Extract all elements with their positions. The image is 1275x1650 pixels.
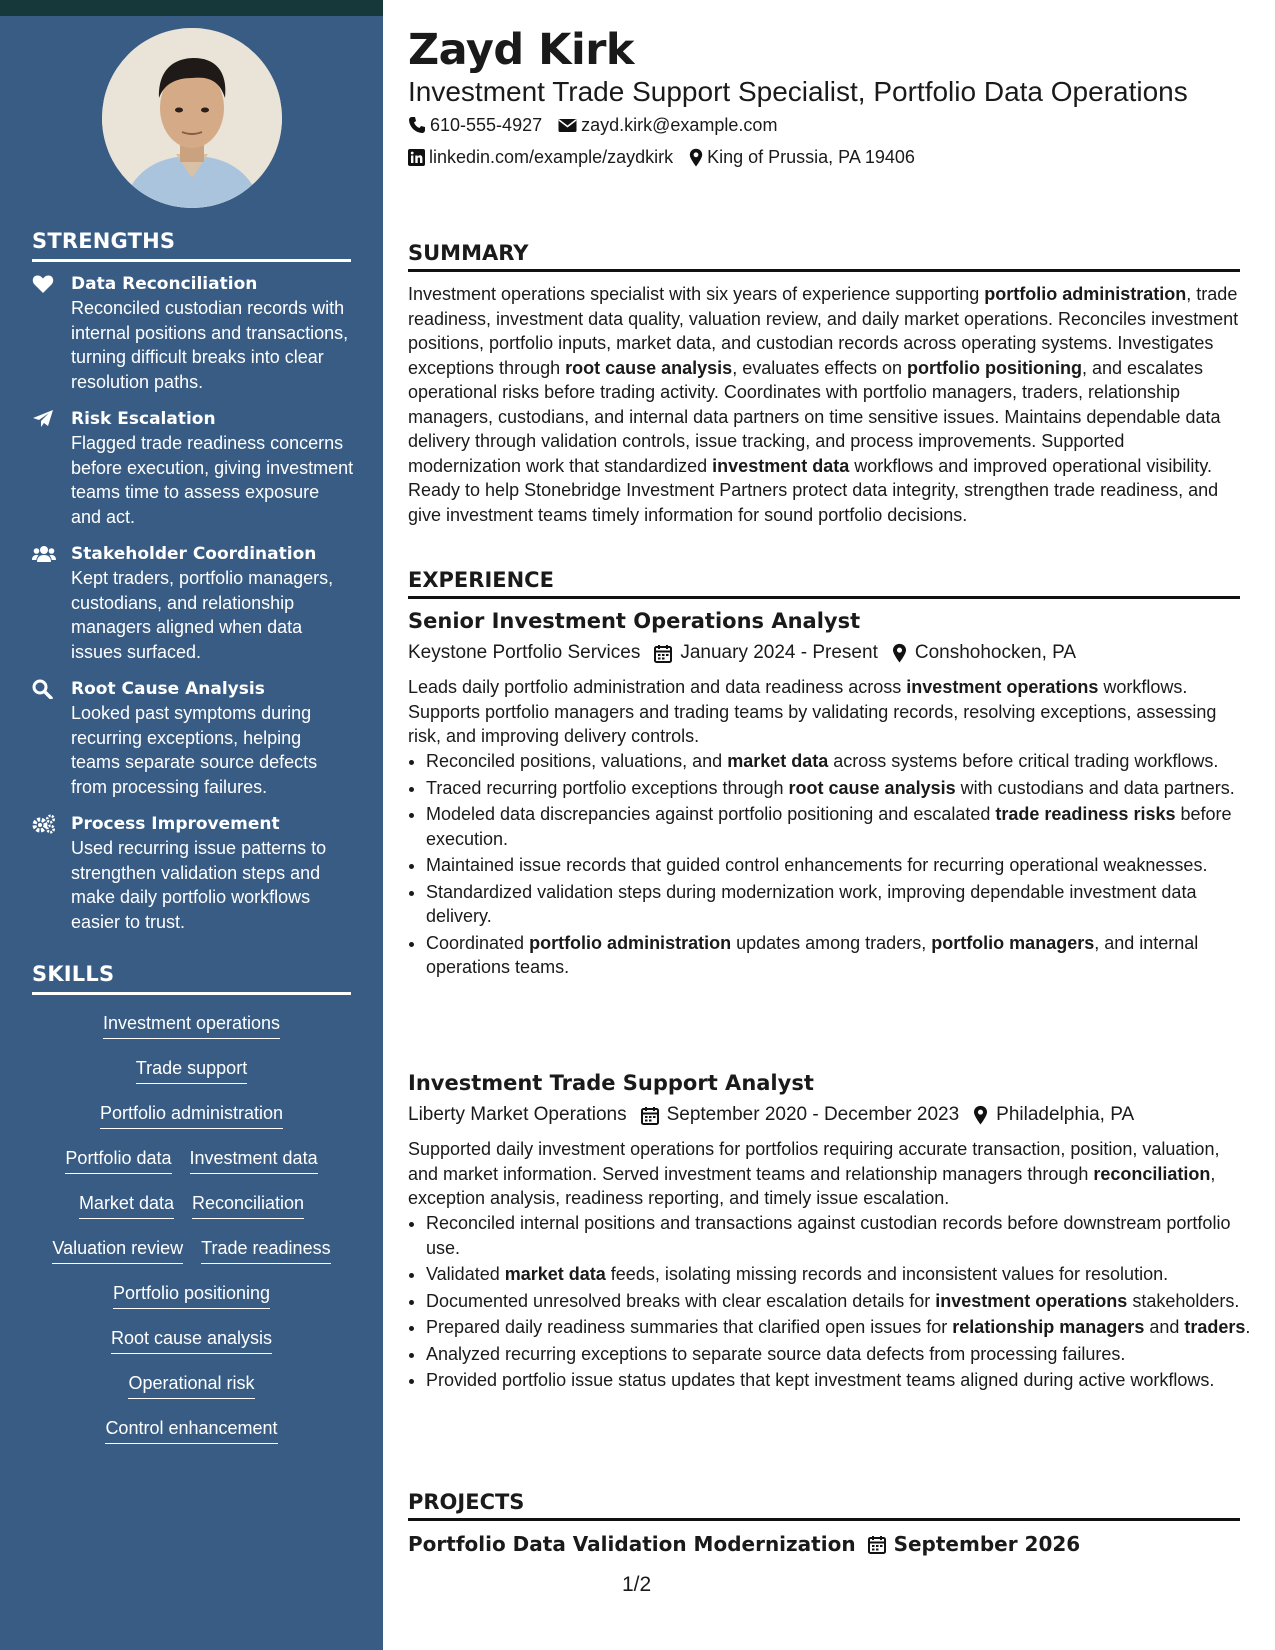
search-icon xyxy=(32,679,56,699)
skill-tag: Operational risk xyxy=(128,1370,254,1399)
contact-row-1 xyxy=(408,113,793,137)
skill-tag: Market data xyxy=(79,1190,174,1219)
bullet-item: • Prepared daily readiness summaries that clarified open issues for relationship managers and traders. xyxy=(426,1315,1258,1340)
email-link[interactable]: zayd.kirk@example.com xyxy=(581,115,778,135)
map-pin-icon xyxy=(689,148,703,167)
job-title: Investment Trade Support Analyst xyxy=(408,1071,814,1095)
strengths-heading: STRENGTHS xyxy=(32,229,351,262)
job-summary: Supported daily investment operations for portfolios requiring accurate transaction, position, valuation, and market information. Served investment teams and relationship managers through reconciliation, exception analysis, readiness reporting, and timely issue escalation. xyxy=(408,1139,1220,1208)
company-name: Keystone Portfolio Services xyxy=(408,642,641,663)
linkedin-link[interactable]: linkedin.com/example/zaydkirk xyxy=(429,147,674,167)
skill-tag: Investment operations xyxy=(103,1010,280,1039)
linkedin-icon xyxy=(408,149,425,166)
strength-item xyxy=(32,407,354,529)
strength-title: Stakeholder Coordination xyxy=(71,544,317,564)
strength-title: Root Cause Analysis xyxy=(71,679,265,699)
calendar-icon xyxy=(868,1535,886,1554)
strength-item xyxy=(32,677,354,799)
gears-icon xyxy=(32,814,56,834)
bullet-item: • Validated market data feeds, isolating missing records and inconsistent values for resolution. xyxy=(426,1262,1258,1287)
skill-tag: Portfolio positioning xyxy=(113,1280,270,1309)
calendar-icon xyxy=(654,644,672,663)
skills-list xyxy=(32,1010,351,1460)
job-dates: January 2024 - Present xyxy=(680,642,878,663)
project-title: Portfolio Data Validation Modernization xyxy=(408,1532,856,1556)
top-accent-bar xyxy=(0,0,383,16)
job-location: Conshohocken, PA xyxy=(914,642,1077,663)
summary-text: Investment operations specialist with six years of experience supporting portfolio administration, trade readiness, investment data quality, valuation review, and daily market operations. Reconciles investment positions, portfolio inputs, market data, and custodian records across operating systems. Investigates exceptions through root cause analysis, evaluates effects on portfolio positioning, and escalates operational risks before trading activity. Coordinates with portfolio managers, traders, relationship managers, custodians, and internal data partners on time sensitive issues. Maintains dependable data delivery through validation controls, issue tracking, and process improvements. Supported modernization work that standardized investment data workflows and improved operational visibility. Ready to help Stonebridge Investment Partners protect data integrity, strengthen trade readiness, and give investment teams timely information for sound portfolio decisions. xyxy=(408,284,1239,525)
strengths-list xyxy=(32,272,354,947)
strength-title: Data Reconciliation xyxy=(71,274,258,294)
sidebar xyxy=(0,16,383,1650)
job-meta xyxy=(408,1102,1148,1128)
bullet-item: • Modeled data discrepancies against portfolio positioning and escalated trade readiness risks before execution. xyxy=(426,802,1258,851)
job-meta xyxy=(408,640,1090,666)
map-pin-icon xyxy=(892,643,907,663)
skill-tag: Portfolio data xyxy=(65,1145,171,1174)
bullet-item: • Analyzed recurring exceptions to separate source data defects from processing failures. xyxy=(426,1342,1258,1367)
project-item xyxy=(408,1530,1080,1558)
bullet-item: • Documented unresolved breaks with clear escalation details for investment operations stakeholders. xyxy=(426,1289,1258,1314)
phone-icon xyxy=(408,116,426,134)
summary-heading: SUMMARY xyxy=(408,239,1240,272)
calendar-icon xyxy=(641,1106,659,1125)
paper-plane-icon xyxy=(32,409,56,429)
skills-heading: SKILLS xyxy=(32,962,351,995)
strength-item xyxy=(32,272,354,394)
skill-tag: Root cause analysis xyxy=(111,1325,272,1354)
experience-heading: EXPERIENCE xyxy=(408,566,1240,599)
strength-desc: Looked past symptoms during recurring exceptions, helping teams separate source defects from processing failures. xyxy=(71,703,318,797)
job-bullets xyxy=(408,749,1258,982)
profile-photo xyxy=(102,28,282,208)
contact-row-2 xyxy=(408,145,931,169)
strength-item xyxy=(32,542,354,664)
job-bullets xyxy=(408,1211,1258,1395)
phone-number[interactable]: 610-555-4927 xyxy=(430,115,543,135)
skill-tag: Portfolio administration xyxy=(100,1100,283,1129)
strength-desc: Kept traders, portfolio managers, custodians, and relationship managers aligned when data issues surfaced. xyxy=(71,568,334,662)
skill-tag: Investment data xyxy=(190,1145,318,1174)
location-text: King of Prussia, PA 19406 xyxy=(707,147,915,167)
skill-tag: Valuation review xyxy=(52,1235,183,1264)
heart-icon xyxy=(32,274,56,294)
candidate-name: Zayd Kirk xyxy=(408,25,635,75)
bullet-item: • Standardized validation steps during modernization work, improving dependable investment data delivery. xyxy=(426,880,1258,929)
map-pin-icon xyxy=(973,1105,988,1125)
envelope-icon xyxy=(558,118,577,133)
project-date: September 2026 xyxy=(893,1532,1081,1556)
strength-title: Risk Escalation xyxy=(71,409,216,429)
skill-tag: Control enhancement xyxy=(105,1415,277,1444)
bullet-item: • Provided portfolio issue status updates that kept investment teams aligned during active workflows. xyxy=(426,1368,1258,1393)
bullet-item: • Reconciled internal positions and transactions against custodian records before downstream portfolio use. xyxy=(426,1211,1258,1260)
strength-desc: Flagged trade readiness concerns before execution, giving investment teams time to assess exposure and act. xyxy=(71,433,354,527)
job-dates: September 2020 - December 2023 xyxy=(666,1104,960,1125)
bullet-item: • Maintained issue records that guided control enhancements for recurring operational weaknesses. xyxy=(426,853,1258,878)
strength-desc: Used recurring issue patterns to strengthen validation steps and make daily portfolio workflows easier to trust. xyxy=(71,838,327,932)
skill-tag: Reconciliation xyxy=(192,1190,304,1219)
bullet-item: • Coordinated portfolio administration updates among traders, portfolio managers, and internal operations teams. xyxy=(426,931,1258,980)
bullet-item: • Reconciled positions, valuations, and market data across systems before critical trading workflows. xyxy=(426,749,1258,774)
skill-tag: Trade support xyxy=(136,1055,247,1084)
strength-title: Process Improvement xyxy=(71,814,280,834)
page-number: 1/2 xyxy=(622,1573,652,1596)
strength-desc: Reconciled custodian records with internal positions and transactions, turning difficult breaks into clear resolution paths. xyxy=(71,298,349,392)
strength-item xyxy=(32,812,354,934)
job-title-header: Investment Trade Support Specialist, Portfolio Data Operations xyxy=(408,76,1188,107)
company-name: Liberty Market Operations xyxy=(408,1104,627,1125)
projects-heading: PROJECTS xyxy=(408,1488,1240,1521)
skill-tag: Trade readiness xyxy=(201,1235,330,1264)
job-summary: Leads daily portfolio administration and data readiness across investment operations workflows. Supports portfolio managers and trading teams by validating records, resolving exceptions, assessing risk, and improving delivery controls. xyxy=(408,677,1217,746)
bullet-item: • Traced recurring portfolio exceptions through root cause analysis with custodians and data partners. xyxy=(426,776,1258,801)
job-title: Senior Investment Operations Analyst xyxy=(408,609,861,633)
job-location: Philadelphia, PA xyxy=(996,1104,1135,1125)
users-icon xyxy=(32,544,56,564)
